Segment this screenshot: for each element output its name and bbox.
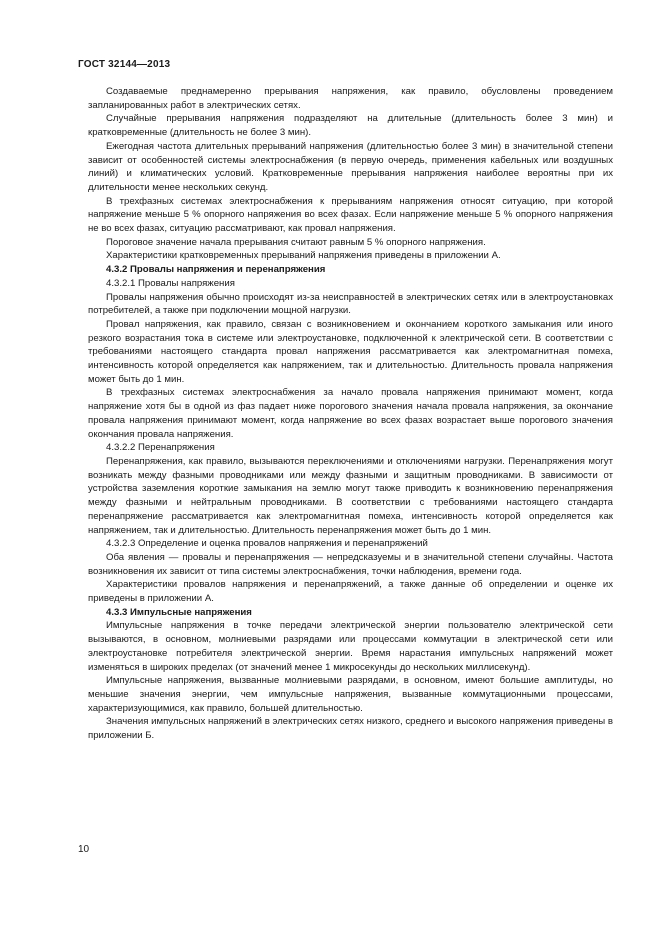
paragraph: Перенапряжения, как правило, вызываются переключениями и отключениями нагрузки. Перенапряжения могут возникать между фазными проводниками или между фазными и защитным проводниками. В зависимости от устройства заземления короткие замыкания на землю могут также приводить к возникновению перенапряжения между фазными и нейтральным проводниками. В соответствии с требованиями настоящего стандарта перенапряжение рассматривается как электромагнитная помеха, интенсивность которой определяется как напряжением, так и длительностью. Длительность перенапряжения может быть до 1 мин. [88,455,613,536]
section-heading: 4.3.3 Импульсные напряжения [106,606,252,618]
paragraph: В трехфазных системах электроснабжения к прерываниям напряжения относят ситуацию, при которой напряжение меньше 5 % опорного напряжения во всех фазах. Если напряжение меньше 5 % опорного напряжения не во всех фазах, ситуацию рассматривают, как провал напряжения. [88,195,613,235]
paragraph: В трехфазных системах электроснабжения за начало провала напряжения принимают момент, когда напряжение хотя бы в одной из фаз падает ниже порогового значения начала провала напряжения, за окончание провала напряжения принимают момент, когда напряжение во всех фазах возрастает выше порогового значения окончания провала напряжения. [88,387,613,440]
section-heading: 4.3.2 Провалы напряжения и перенапряжения [106,264,326,276]
document-body [88,85,613,743]
paragraph: Импульсные напряжения в точке передачи электрической энергии пользователю электрической сети вызываются, в основном, молниевыми разрядами или процессами коммутации в электрической сети или электроустановке потребителя электрической энергии. Время нарастания импульсных напряжений может изменяться в широких пределах (от значений менее 1 микросекунды до нескольких миллисекунд). [88,620,613,673]
subsection-heading: 4.3.2.2 Перенапряжения [106,442,215,454]
paragraph: Значения импульсных напряжений в электрических сетях низкого, среднего и высокого напряжения приведены в приложении Б. [88,716,613,742]
paragraph: Случайные прерывания напряжения подразделяют на длительные (длительность более 3 мин) и кратковременные (длительность не более 3 мин). [88,113,613,139]
paragraph: Характеристики кратковременных прерываний напряжения приведены в приложении А. [106,250,501,262]
subsection-heading: 4.3.2.3 Определение и оценка провалов напряжения и перенапряжений [106,538,428,550]
paragraph: Оба явления — провалы и перенапряжения — непредсказуемы и в значительной степени случайны. Частота возникновения их зависит от типа системы электроснабжения, точки наблюдения, времени года. [88,551,613,577]
page-number: 10 [78,844,90,855]
paragraph: Характеристики провалов напряжения и перенапряжений, а также данные об определении и оценке их приведены в приложении А. [88,579,613,605]
paragraph: Провал напряжения, как правило, связан с возникновением и окончанием короткого замыкания или иного резкого возрастания тока в системе или электроустановке, подключенной к электрической сети. В соответствии с требованиями настоящего стандарта провал напряжения рассматривается как электромагнитная помеха, интенсивность которой определяется как напряжением, так и длительностью. Длительность провала напряжения может быть до 1 мин. [88,318,613,385]
paragraph: Создаваемые преднамеренно прерывания напряжения, как правило, обусловлены проведением запланированных работ в электрических сетях. [88,86,613,111]
paragraph: Импульсные напряжения, вызванные молниевыми разрядами, в основном, имеют большие амплитуды, но меньшие значения энергии, чем импульсные напряжения, вызванные коммутационными процессами, характеризующимися, как правило, большей длительностью. [88,675,613,714]
paragraph: Ежегодная частота длительных прерываний напряжения (длительностью более 3 мин) в значительной степени зависит от особенностей системы электроснабжения (в первую очередь, применения кабельных или воздушных линий) и климатических условий. Кратковременные прерывания напряжения наиболее вероятны при их длительности менее нескольких секунд. [88,140,613,193]
paragraph: Провалы напряжения обычно происходят из-за неисправностей в электрических сетях или в электроустановках потребителей, а также при подключении мощной нагрузки. [88,291,613,317]
subsection-heading: 4.3.2.1 Провалы напряжения [106,277,235,289]
paragraph: Пороговое значение начала прерывания считают равным 5 % опорного напряжения. [106,236,486,248]
document-header: ГОСТ 32144—2013 [78,59,171,70]
